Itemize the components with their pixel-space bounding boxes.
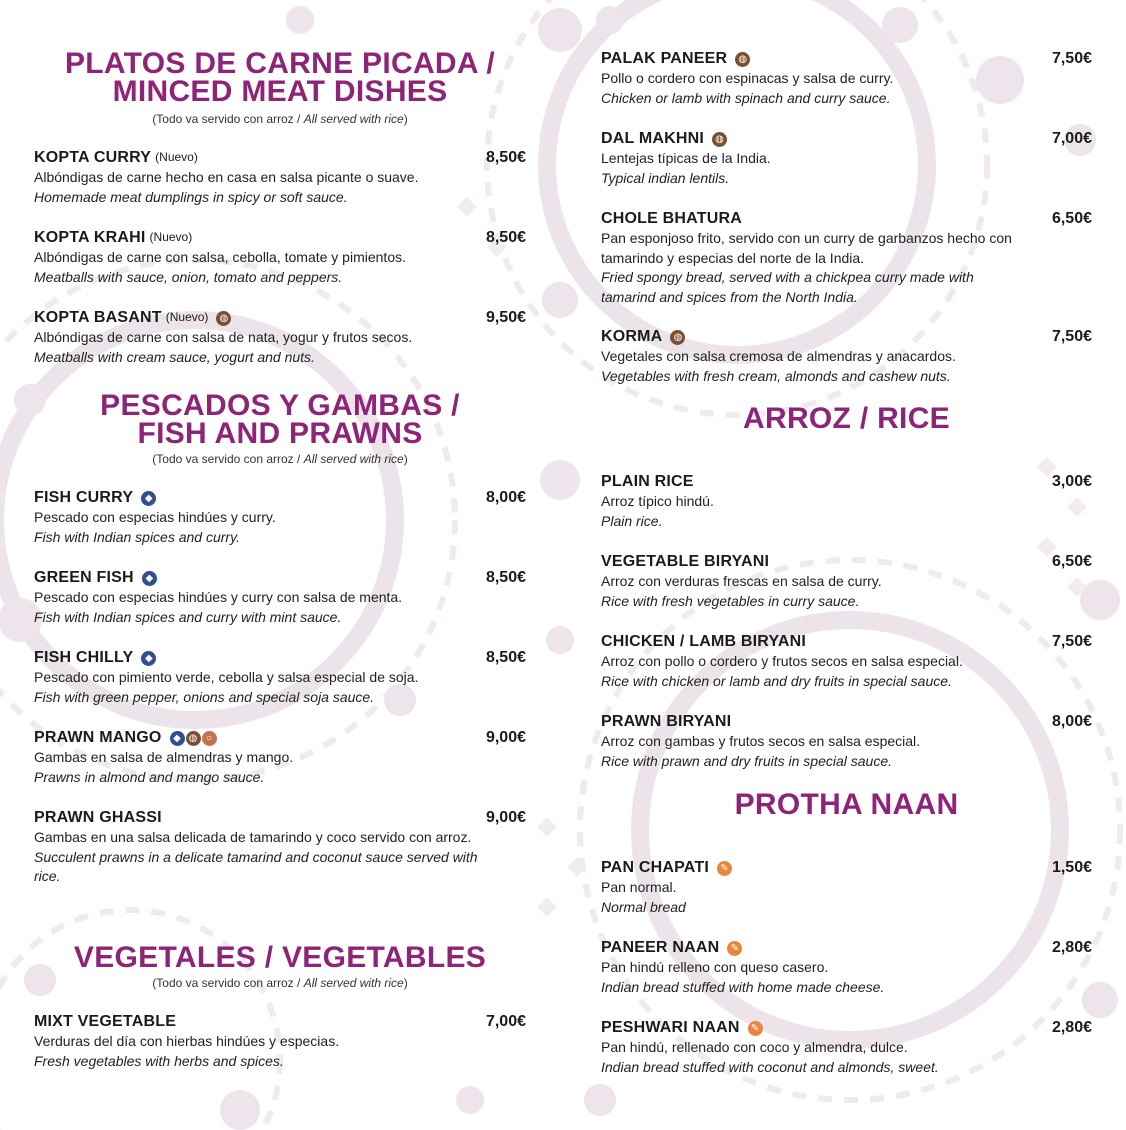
- menu-item-vegetable-biryani: VEGETABLE BIRYANI 6,50€ Arroz con verduras frescas en salsa de curry. Rice with fresh vegetables in curry sauce.: [601, 553, 1092, 609]
- item-price: 8,00€: [485, 489, 526, 506]
- fish-icon: ◆: [141, 491, 156, 506]
- section-title-vegetables: VEGETALES / VEGETABLES: [73, 941, 487, 974]
- item-price: 7,50€: [1051, 50, 1092, 67]
- section-title-naan: PROTHA NAAN: [734, 788, 959, 821]
- fish-icon: ◆: [141, 651, 156, 666]
- nuts-icon: ◍: [670, 330, 685, 345]
- item-price: 7,00€: [1051, 130, 1092, 147]
- menu-item-prawn-mango: PRAWN MANGO ◆ ◍ ○ 9,00€ Gambas en salsa de almendras y mango. Prawns in almond and mango sauce.: [34, 729, 526, 785]
- menu-item-paneer-naan: PANEER NAAN ✎ 2,80€ Pan hindú relleno con queso casero. Indian bread stuffed with home made cheese.: [601, 939, 1092, 995]
- nuts-icon: ◍: [186, 731, 201, 746]
- item-price: 7,50€: [1051, 328, 1092, 345]
- menu-item-kopta-curry: KOPTA CURRY (Nuevo) 8,50€ Albóndigas de carne hecho en casa en salsa picante o suave. Homemade meat dumplings in spicy or soft sauce.: [34, 149, 526, 205]
- section-title-fish: PESCADOS Y GAMBAS / FISH AND PRAWNS: [100, 389, 460, 450]
- section-title-rice: ARROZ / RICE: [743, 402, 950, 435]
- menu-item-pan-chapati: PAN CHAPATI ✎ 1,50€ Pan normal. Normal bread: [601, 859, 1092, 915]
- menu-item-kopta-krahi: KOPTA KRAHI (Nuevo) 8,50€ Albóndigas de carne con salsa, cebolla, tomate y pimientos. Meatballs with sauce, onion, tomato and peppers.: [34, 229, 526, 285]
- item-price: 6,50€: [1051, 553, 1092, 570]
- item-price: 3,00€: [1051, 473, 1092, 490]
- item-price: 9,00€: [485, 809, 526, 826]
- menu-item-dal-makhni: DAL MAKHNI ◍ 7,00€ Lentejas típicas de la India. Typical indian lentils.: [601, 130, 1092, 186]
- nuts-icon: ◍: [216, 311, 231, 326]
- menu-item-chole-bhatura: CHOLE BHATURA Pan esponjoso frito, servido con un curry de garbanzos hecho con tamarindo y especias del norte de la India. Fried spongy bread, served with a chickpea curry made with tamarind and spices from the North India.: [601, 210, 1012, 305]
- item-price: 6,50€: [1051, 210, 1092, 227]
- menu-item-mixt-vegetable: MIXT VEGETABLE 7,00€ Verduras del día con hierbas hindúes y especias. Fresh vegetables with herbs and spices.: [34, 1013, 526, 1069]
- item-price: 8,50€: [485, 569, 526, 586]
- menu-item-prawn-ghassi: PRAWN GHASSI Gambas en una salsa delicada de tamarindo y coco servido con arroz. Succulent prawns in a delicate tamarind and coconut sauce served with rice.: [34, 809, 478, 884]
- nuts-icon: ◍: [712, 132, 727, 147]
- gluten-icon: ✎: [717, 861, 732, 876]
- menu-item-palak-paneer: PALAK PANEER ◍ 7,50€ Pollo o cordero con espinacas y salsa de curry. Chicken or lamb with spinach and curry sauce.: [601, 50, 1092, 106]
- gluten-icon: ✎: [727, 941, 742, 956]
- item-price: 8,50€: [485, 229, 526, 246]
- fish-icon: ◆: [170, 731, 185, 746]
- menu-item-prawn-biryani: PRAWN BIRYANI 8,00€ Arroz con gambas y frutos secos en salsa especial. Rice with prawn and dry fruits in special sauce.: [601, 713, 1092, 769]
- item-price: 9,50€: [485, 309, 526, 326]
- menu-item-plain-rice: PLAIN RICE 3,00€ Arroz típico hindú. Plain rice.: [601, 473, 1092, 529]
- section-note-minced: (Todo va servido con arroz / All served with rice): [152, 112, 408, 126]
- menu-item-kopta-basant: KOPTA BASANT (Nuevo) ◍ 9,50€ Albóndigas de carne con salsa de nata, yogur y frutos secos. Meatballs with cream sauce, yogurt and nuts.: [34, 309, 526, 365]
- menu-item-fish-chilly: FISH CHILLY ◆ 8,50€ Pescado con pimiento verde, cebolla y salsa especial de soja. Fish with green pepper, onions and special soja sauce.: [34, 649, 526, 705]
- gluten-icon: ✎: [748, 1021, 763, 1036]
- item-price: 8,50€: [485, 149, 526, 166]
- item-price: 2,80€: [1051, 939, 1092, 956]
- menu-item-peshwari-naan: PESHWARI NAAN ✎ 2,80€ Pan hindú, rellenado con coco y almendra, dulce. Indian bread stuffed with coconut and almonds, sweet.: [601, 1019, 1092, 1075]
- shellfish-icon: ○: [202, 731, 217, 746]
- section-note-vegetables: (Todo va servido con arroz / All served with rice): [152, 976, 408, 990]
- item-price: 7,50€: [1051, 633, 1092, 650]
- item-price: 9,00€: [485, 729, 526, 746]
- item-price: 8,00€: [1051, 713, 1092, 730]
- menu-item-korma: KORMA ◍ 7,50€ Vegetales con salsa cremosa de almendras y anacardos. Vegetables with fresh cream, almonds and cashew nuts.: [601, 328, 1092, 384]
- menu-item-chicken-lamb-biryani: CHICKEN / LAMB BIRYANI 7,50€ Arroz con pollo o cordero y frutos secos en salsa especial. Rice with chicken or lamb and dry fruits in special sauce.: [601, 633, 1092, 689]
- item-price: 8,50€: [485, 649, 526, 666]
- nuts-icon: ◍: [735, 52, 750, 67]
- section-note-fish: (Todo va servido con arroz / All served with rice): [152, 452, 408, 466]
- item-price: 1,50€: [1051, 859, 1092, 876]
- section-title-minced: PLATOS DE CARNE PICADA / MINCED MEAT DISHES: [64, 47, 495, 108]
- menu-item-green-fish: GREEN FISH ◆ 8,50€ Pescado con especias hindúes y curry con salsa de menta. Fish with Indian spices and curry with mint sauce.: [34, 569, 526, 625]
- fish-icon: ◆: [142, 571, 157, 586]
- item-price: 7,00€: [485, 1013, 526, 1030]
- item-price: 2,80€: [1051, 1019, 1092, 1036]
- menu-item-fish-curry: FISH CURRY ◆ 8,00€ Pescado con especias hindúes y curry. Fish with Indian spices and curry.: [34, 489, 526, 545]
